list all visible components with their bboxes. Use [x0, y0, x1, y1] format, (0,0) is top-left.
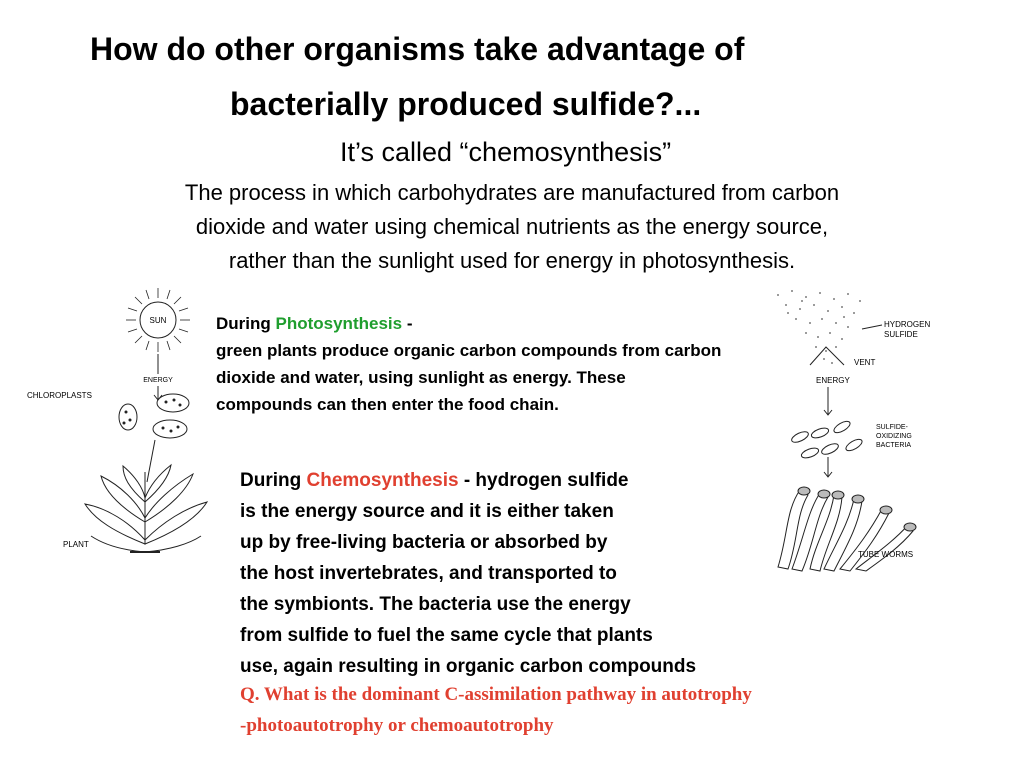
hydrogen-sulfide-label-1: HYDROGEN [884, 320, 931, 329]
slide-title-line-1: How do other organisms take advantage of [90, 31, 745, 67]
photosynthesis-text [216, 310, 756, 418]
chemosynthesis-keyword: Chemosynthesis [306, 470, 459, 491]
definition-line: rather than the sunlight used for energy in photosynthesis. [228, 248, 796, 273]
photosynthesis-line: green plants produce organic carbon compounds from carbon [216, 341, 722, 360]
photosynthesis-line: compounds can then enter the food chain. [216, 395, 559, 414]
question-text [240, 679, 752, 741]
chemosynthesis-suffix: - hydrogen sulfide [458, 470, 629, 491]
bacteria-label-2: OXIDIZING [876, 433, 912, 440]
photosynthesis-prefix: During [216, 314, 276, 333]
chemosynthesis-text [240, 465, 880, 682]
photosynthesis-heading [216, 310, 756, 337]
energy-label: ENERGY [816, 376, 850, 385]
question-line-1: Q. What is the dominant C-assimilation pathway in autotrophy [240, 684, 752, 705]
bacteria-icon [790, 419, 864, 460]
chemosynthesis-prefix: During [240, 470, 307, 491]
definition-line: The process in which carbohydrates are manufactured from carbon [184, 180, 840, 205]
question-line-2: -photoautotrophy or chemoautotrophy [240, 715, 554, 736]
chemosynthesis-line: up by free-living bacteria or absorbed by [240, 532, 608, 553]
chemosynthesis-line: the symbionts. The bacteria use the energy [240, 594, 631, 615]
chloroplasts-label: CHLOROPLASTS [27, 391, 92, 400]
bacteria-label-3: BACTERIA [876, 442, 912, 449]
vent-label: VENT [854, 358, 876, 367]
chemosynthesis-line: is the energy source and it is either taken [240, 501, 614, 522]
sulfide-plume-icon [777, 290, 861, 364]
slide-title-line-2: bacterially produced sulfide?... [230, 86, 702, 122]
definition-line: dioxide and water using chemical nutrients as the energy source, [195, 214, 829, 239]
photosynthesis-diagram [25, 282, 215, 562]
definition-text [40, 176, 984, 278]
photosynthesis-keyword: Photosynthesis [275, 314, 403, 333]
hydrogen-sulfide-label-2: SULFIDE [884, 330, 918, 339]
photosynthesis-line: dioxide and water, using sunlight as energy. These [216, 368, 626, 387]
sun-label: SUN [149, 316, 167, 325]
plant-icon [85, 465, 207, 552]
tube-worms-label: TUBE WORMS [858, 550, 914, 559]
photosynthesis-suffix: - [402, 314, 413, 333]
bacteria-label-1: SULFIDE- [876, 424, 908, 431]
slide-subtitle: It’s called “chemosynthesis” [340, 137, 672, 167]
chemosynthesis-line: the host invertebrates, and transported to [240, 563, 617, 584]
chemosynthesis-heading [240, 465, 880, 496]
chemosynthesis-line: from sulfide to fuel the same cycle that plants [240, 625, 653, 646]
plant-label: PLANT [63, 540, 89, 549]
chemosynthesis-line: use, again resulting in organic carbon compounds [240, 656, 697, 677]
energy-label: ENERGY [143, 377, 173, 384]
chloroplast-icon [119, 394, 189, 438]
